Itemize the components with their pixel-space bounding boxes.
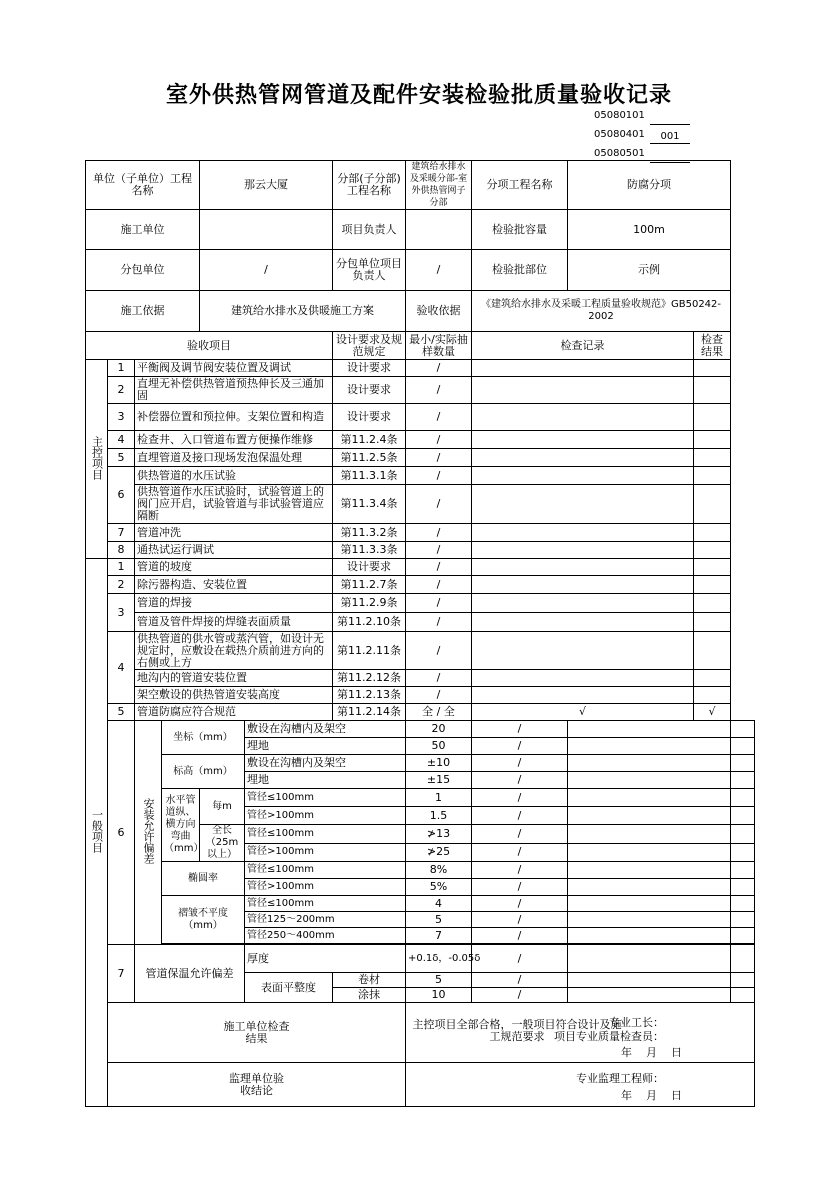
row-record: √ xyxy=(472,704,694,721)
row-record xyxy=(568,789,731,807)
row-result xyxy=(731,825,755,844)
row-desc: 供热管道作水压试验时，试验管道上的阀门应开启，试验管道与非试验管道应隔断 xyxy=(135,485,333,524)
row-result xyxy=(694,431,731,449)
row-result xyxy=(731,973,755,988)
code-row xyxy=(594,106,690,125)
thickness-spec: +0.1δ，-0.05δ xyxy=(406,945,472,973)
part-label: 检验批部位 xyxy=(472,250,568,291)
supervisor-date: 年 月 日 xyxy=(621,1089,682,1102)
tol-spec: 20 xyxy=(406,721,472,738)
accept-basis-value: 《建筑给水排水及采暖工程质量验收规范》GB50242-2002 xyxy=(472,291,731,332)
row-spec: 第11.2.10条 xyxy=(333,613,406,632)
division-value: 建筑给水排水及采暖分部-室外供热管网子分部 xyxy=(406,161,472,210)
row-spec: 设计要求 xyxy=(333,559,406,576)
foreman-label: 专业工长： xyxy=(609,1016,664,1029)
col-design: 设计要求及规范规定 xyxy=(333,332,406,360)
row-sample: / xyxy=(406,632,472,670)
row-desc: 供热管道的供水管或蒸汽管，如设计无规定时，应敷设在载热介质前进方向的右侧或上方 xyxy=(135,632,333,670)
row-record xyxy=(472,449,694,467)
supervisor-label-cell xyxy=(108,1063,406,1107)
row-desc: 检查井、入口管道布置方便操作维修 xyxy=(135,431,333,449)
capacity-label: 检验批容量 xyxy=(472,210,568,250)
row-desc: 管道的焊接 xyxy=(135,594,333,613)
row-result xyxy=(731,879,755,896)
row-desc: 架空敷设的供热管道安装高度 xyxy=(135,687,333,704)
tol-spec: 7 xyxy=(406,928,472,944)
row-no: 4 xyxy=(108,431,135,449)
row-sample: / xyxy=(406,360,472,377)
row-no: 1 xyxy=(108,559,135,576)
tol-desc: 管径>100mm xyxy=(245,807,406,825)
row-spec: 第11.2.11条 xyxy=(333,632,406,670)
basis-label: 施工依据 xyxy=(86,291,200,332)
tol-spec: 5% xyxy=(406,879,472,896)
full-label: 全长（25m以上） xyxy=(200,825,245,862)
code-suffix xyxy=(650,111,690,125)
row-no: 3 xyxy=(108,594,135,632)
pm-value xyxy=(406,210,472,250)
row-record xyxy=(568,738,731,755)
tol-desc: 管径125～200mm xyxy=(245,912,406,928)
row-desc: 通热试运行调试 xyxy=(135,542,333,559)
subitem-value: 防腐分项 xyxy=(568,161,731,210)
row-record xyxy=(472,377,694,404)
row-spec: 设计要求 xyxy=(333,377,406,404)
row-record xyxy=(568,862,731,879)
row-record xyxy=(472,404,694,431)
tol-desc: 敷设在沟槽内及架空 xyxy=(245,755,406,772)
row-spec: 第11.2.13条 xyxy=(333,687,406,704)
subitem-label: 分项工程名称 xyxy=(472,161,568,210)
row-sample: / xyxy=(406,594,472,613)
row-record xyxy=(472,542,694,559)
engineer-label: 专业监理工程师： xyxy=(576,1072,664,1085)
tol-spec: 5 xyxy=(406,912,472,928)
row-no: 4 xyxy=(108,632,135,704)
constructor-label: 施工单位 xyxy=(86,210,200,250)
part-value: 示例 xyxy=(568,250,731,291)
per-m-label: 每m xyxy=(200,789,245,825)
fold-label: 褶皱不平度（mm） xyxy=(162,896,245,944)
code-number: 05080101 xyxy=(594,110,645,121)
row-no: 3 xyxy=(108,404,135,431)
row-result xyxy=(694,542,731,559)
row-sample: / xyxy=(406,485,472,524)
row-record xyxy=(568,928,731,944)
row-record xyxy=(568,843,731,862)
constructor-value xyxy=(200,210,333,250)
row-result xyxy=(694,594,731,613)
code-suffix: 001 xyxy=(650,130,690,144)
tol-sample: / xyxy=(472,928,568,944)
row-sample: / xyxy=(406,613,472,632)
row-spec: 第11.3.3条 xyxy=(333,542,406,559)
inspection-table xyxy=(85,160,755,1107)
row-result xyxy=(694,559,731,576)
tol-sample: / xyxy=(472,807,568,825)
constructor-check-label xyxy=(108,1003,406,1063)
row-result xyxy=(731,988,755,1003)
row-record xyxy=(568,825,731,844)
tol-sample: / xyxy=(472,862,568,879)
row-spec: 第11.2.7条 xyxy=(333,576,406,594)
code-number: 05080401 xyxy=(594,129,645,140)
tol-spec: ±10 xyxy=(406,755,472,772)
row-result xyxy=(694,377,731,404)
ellipse-label: 椭圆率 xyxy=(162,862,245,896)
row-record xyxy=(472,687,694,704)
row-record xyxy=(568,912,731,928)
row-result xyxy=(731,789,755,807)
tol-spec: 1 xyxy=(406,789,472,807)
tol-sample: / xyxy=(472,896,568,912)
row-result xyxy=(694,467,731,485)
row-desc: 除污器构造、安装位置 xyxy=(135,576,333,594)
main-control-text: 主控项目 xyxy=(90,435,104,480)
elev-label: 标高（mm） xyxy=(162,755,245,789)
row-record xyxy=(472,670,694,687)
row-result xyxy=(694,485,731,524)
main-control-label xyxy=(86,360,108,559)
col-result: 检查结果 xyxy=(694,332,731,360)
ins-spec: 5 xyxy=(406,973,472,988)
coord-label: 坐标（mm） xyxy=(162,721,245,755)
row-record xyxy=(568,896,731,912)
tol-sample: / xyxy=(472,772,568,789)
row-result xyxy=(731,912,755,928)
row-no: 2 xyxy=(108,576,135,594)
row-result xyxy=(731,807,755,825)
row-result xyxy=(731,862,755,879)
row-result xyxy=(731,738,755,755)
sub-pm-label: 分包单位项目负责人 xyxy=(333,250,406,291)
row-result xyxy=(731,755,755,772)
col-item: 验收项目 xyxy=(86,332,333,360)
bend-label: 水平管道纵、横方向弯曲（mm） xyxy=(162,789,200,862)
constructor-date: 年 月 日 xyxy=(621,1046,682,1059)
tol-spec: 50 xyxy=(406,738,472,755)
row-record xyxy=(568,755,731,772)
sub-label: 分包单位 xyxy=(86,250,200,291)
row-spec: 第11.2.14条 xyxy=(333,704,406,721)
row-record xyxy=(568,988,731,1003)
ins-spec: 10 xyxy=(406,988,472,1003)
tol-desc: 敷设在沟槽内及架空 xyxy=(245,721,406,738)
row-result xyxy=(731,945,755,973)
tol-desc: 管径≤100mm xyxy=(245,896,406,912)
row-spec: 设计要求 xyxy=(333,404,406,431)
page-title: 室外供热管网管道及配件安装检验批质量验收记录 xyxy=(165,82,672,108)
row-desc: 直埋管道及接口现场发泡保温处理 xyxy=(135,449,333,467)
row-record xyxy=(472,360,694,377)
tol-spec: ±15 xyxy=(406,772,472,789)
code-block xyxy=(594,106,690,163)
row-no: 2 xyxy=(108,377,135,404)
row-no: 5 xyxy=(108,704,135,721)
row-result xyxy=(731,843,755,862)
qc-label: 项目专业质量检查员： xyxy=(554,1030,664,1043)
row-sample: / xyxy=(406,687,472,704)
row-spec: 第11.3.2条 xyxy=(333,524,406,542)
col-record: 检查记录 xyxy=(472,332,694,360)
row-spec: 第11.2.5条 xyxy=(333,449,406,467)
row-desc: 管道冲洗 xyxy=(135,524,333,542)
row-sample: / xyxy=(406,576,472,594)
row-record xyxy=(568,807,731,825)
division-label: 分部(子分部)工程名称 xyxy=(333,161,406,210)
row-result xyxy=(731,772,755,789)
unit-value: 那云大厦 xyxy=(200,161,333,210)
constructor-check-text: 施工单位检查结果 xyxy=(223,1019,290,1045)
row-desc: 供热管道的水压试验 xyxy=(135,467,333,485)
ins-sample: / xyxy=(472,988,568,1003)
basis-value: 建筑给水排水及供暖施工方案 xyxy=(200,291,406,332)
unit-label: 单位（子单位）工程名称 xyxy=(86,161,200,210)
row-desc: 直埋无补偿供热管道预热伸长及三通加固 xyxy=(135,377,333,404)
row-record xyxy=(472,524,694,542)
row-spec: 第11.3.4条 xyxy=(333,485,406,524)
row-record xyxy=(472,467,694,485)
supervisor-cell xyxy=(406,1063,755,1107)
row-no: 1 xyxy=(108,360,135,377)
row-result xyxy=(731,721,755,738)
row-record xyxy=(568,772,731,789)
row-record xyxy=(568,945,731,973)
row-sample: / xyxy=(406,404,472,431)
ins-desc: 涂抹 xyxy=(333,988,406,1003)
capacity-value: 100m xyxy=(568,210,731,250)
row-record xyxy=(472,632,694,670)
tol-sample: / xyxy=(472,879,568,896)
tol-desc: 管径≤100mm xyxy=(245,789,406,807)
constructor-check-result: 主控项目全部合格，一般项目符合设计及施工规范要求 xyxy=(412,1018,622,1043)
row-sample: / xyxy=(406,431,472,449)
row-sample: / xyxy=(406,524,472,542)
constructor-check-cell xyxy=(406,1003,755,1063)
row-result xyxy=(731,896,755,912)
row-sample: / xyxy=(406,377,472,404)
supervisor-label: 监理单位验收结论 xyxy=(229,1071,284,1097)
tol-desc: 管径>100mm xyxy=(245,879,406,896)
row-desc: 平衡阀及调节阀安装位置及调试 xyxy=(135,360,333,377)
row-record xyxy=(472,559,694,576)
thickness-label: 厚度 xyxy=(245,945,406,973)
row-record xyxy=(568,879,731,896)
row-desc: 管道防腐应符合规范 xyxy=(135,704,333,721)
row-no: 6 xyxy=(108,721,135,945)
row-sample: / xyxy=(406,670,472,687)
col-sample: 最小/实际抽样数量 xyxy=(406,332,472,360)
row-sample: / xyxy=(406,559,472,576)
row-spec: 第11.2.9条 xyxy=(333,594,406,613)
tol-sample: / xyxy=(472,738,568,755)
row-result xyxy=(694,360,731,377)
pm-label: 项目负责人 xyxy=(333,210,406,250)
general-label xyxy=(86,559,108,1107)
row-result xyxy=(694,449,731,467)
flat-label: 表面平整度 xyxy=(245,973,333,1003)
row-no: 7 xyxy=(108,524,135,542)
row-record xyxy=(568,973,731,988)
row-desc: 管道及管件焊接的焊缝表面质量 xyxy=(135,613,333,632)
tol-desc: 管径250～400mm xyxy=(245,928,406,944)
code-row xyxy=(594,125,690,144)
row-sample: / xyxy=(406,449,472,467)
code-number: 05080501 xyxy=(594,148,645,159)
row-result xyxy=(694,576,731,594)
row-no: 8 xyxy=(108,542,135,559)
row-result xyxy=(694,404,731,431)
tolerance-group-label xyxy=(135,721,162,945)
tol-desc: 管径≤100mm xyxy=(245,862,406,879)
row-result xyxy=(694,670,731,687)
tol-desc: 埋地 xyxy=(245,772,406,789)
row-record xyxy=(472,576,694,594)
thickness-sample: / xyxy=(472,945,568,973)
row-result xyxy=(694,632,731,670)
row-result xyxy=(731,928,755,944)
row-no: 6 xyxy=(108,467,135,524)
ins-desc: 卷材 xyxy=(333,973,406,988)
row-record xyxy=(472,431,694,449)
row-desc: 补偿器位置和预拉伸。支架位置和构造 xyxy=(135,404,333,431)
insulation-label: 管道保温允许偏差 xyxy=(135,945,245,1003)
tol-sample: / xyxy=(472,843,568,862)
row-spec: 设计要求 xyxy=(333,360,406,377)
row-spec: 第11.3.1条 xyxy=(333,467,406,485)
ins-sample: / xyxy=(472,973,568,988)
sub-pm-value: / xyxy=(406,250,472,291)
row-no: 7 xyxy=(108,945,135,1003)
row-result: √ xyxy=(694,704,731,721)
row-desc: 地沟内的管道安装位置 xyxy=(135,670,333,687)
row-record xyxy=(472,613,694,632)
row-sample: / xyxy=(406,467,472,485)
tol-sample: / xyxy=(472,825,568,844)
tol-desc: 管径>100mm xyxy=(245,843,406,862)
tol-sample: / xyxy=(472,755,568,772)
accept-basis-label: 验收依据 xyxy=(406,291,472,332)
tol-spec: 1.5 xyxy=(406,807,472,825)
tol-desc: 埋地 xyxy=(245,738,406,755)
tol-sample: / xyxy=(472,721,568,738)
tolerance-group-text: 安装允许偏差 xyxy=(142,798,155,864)
sub-value: / xyxy=(200,250,333,291)
row-result xyxy=(694,613,731,632)
tol-spec: 8% xyxy=(406,862,472,879)
general-text: 一般项目 xyxy=(90,809,104,853)
row-no: 5 xyxy=(108,449,135,467)
row-record xyxy=(472,594,694,613)
row-spec: 第11.2.4条 xyxy=(333,431,406,449)
row-record xyxy=(568,721,731,738)
row-desc: 管道的坡度 xyxy=(135,559,333,576)
row-result xyxy=(694,687,731,704)
tol-spec: ≯25 xyxy=(406,843,472,862)
tol-spec: ≯13 xyxy=(406,825,472,844)
row-sample: / xyxy=(406,542,472,559)
row-result xyxy=(694,524,731,542)
row-record xyxy=(472,485,694,524)
tol-spec: 4 xyxy=(406,896,472,912)
tol-desc: 管径≤100mm xyxy=(245,825,406,844)
tol-sample: / xyxy=(472,912,568,928)
tol-sample: / xyxy=(472,789,568,807)
row-spec: 第11.2.12条 xyxy=(333,670,406,687)
row-sample: 全 / 全 xyxy=(406,704,472,721)
